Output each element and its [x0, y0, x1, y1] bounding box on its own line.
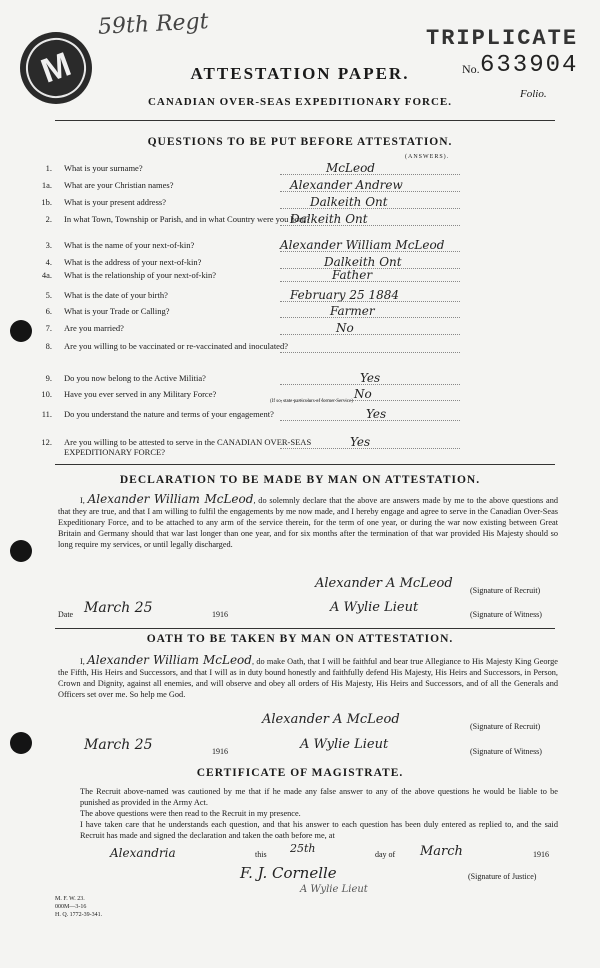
oath-body: , do make Oath, that I will be faithful and bear true Allegiance to His Majesty King George the Fifth, His Heirs and Successors, and that I will as in duty bound honestly and faithfully defend His Majesty, His Heirs and Successors, in Person, Crown and Dignity, against all enemies, and will observe and obey all orders of His Majesty, His Heirs and Successors, and of all the Generals and Officers set over me. So help me God. [58, 657, 558, 699]
answer-text: Alexander William McLeod [280, 238, 445, 252]
regimental-number: 633904 [480, 52, 579, 79]
answer-text: Alexander Andrew [290, 178, 403, 192]
answer-text: No [336, 321, 354, 335]
magistrate-para1: The Recruit above-named was cautioned by me that if he made any false answer to any of the above questions he would be liable to be punished as provided in the Army Act. [80, 787, 558, 807]
declaration-year: 1916 [212, 610, 228, 619]
oath-recruit-signature: Alexander A McLeod [262, 712, 400, 727]
declarant-name: Alexander William McLeod [87, 492, 254, 506]
answer-line [280, 334, 460, 335]
question-text: Are you married? [64, 323, 124, 333]
punch-hole-middle [10, 540, 32, 562]
declaration-recruit-sig-label: (Signature of Recruit) [470, 586, 541, 595]
answer-text: Dalkeith Ont [290, 212, 368, 226]
declaration-opening: I, [80, 496, 85, 505]
answer-line [280, 208, 460, 209]
answers-label: (ANSWERS). [405, 154, 450, 160]
question-subnote: (If so, state particulars of former Service) [270, 399, 353, 404]
oath-witness-sig-label: (Signature of Witness) [470, 747, 542, 756]
declaration-body: , do solemnly declare that the above are answers made by me to the above questions and that they are true, and that I am willing to fulfil the engagements by me now made, and I hereby engage and agree to serve in the Canadian Over-Seas Expeditionary Force, and to be attached to any arm of the service therein, for the term of one year, or during the war now existing between Great Britain and Germany should that war last longer than one year, and for six months after the termination of that war provided His Majesty should so long require my services, or until legally discharged. [58, 496, 558, 549]
magistrate-place: Alexandria [110, 846, 176, 860]
answer-line [280, 400, 460, 401]
magistrate-heading: CERTIFICATE OF MAGISTRATE. [196, 767, 404, 779]
answer-line [280, 251, 460, 252]
question-number: 3. [45, 240, 52, 250]
declaration-date-label: Date [58, 610, 74, 619]
footer-code-2: 000M—3-16 [55, 904, 87, 910]
header-divider [55, 120, 555, 121]
answer-line [280, 174, 460, 175]
answer-line [280, 352, 460, 353]
answer-line [280, 281, 460, 282]
answer-text: Dalkeith Ont [310, 195, 388, 209]
declaration-heading: DECLARATION TO BE MADE BY MAN ON ATTESTATION. [119, 474, 481, 486]
question-number: 4. [45, 257, 52, 267]
magistrate-para3: I have taken care that he understands each question, and that his answer to each question has been duly entered as replied to, and the said Recruit has made and signed the declaration and taken the oath before me, at [80, 820, 558, 840]
answer-line [280, 225, 460, 226]
question-text: Have you ever served in any Military Force? [64, 389, 217, 399]
oath-date: March 25 [84, 737, 153, 753]
magistrate-day: 25th [290, 842, 316, 855]
answer-line [280, 420, 460, 421]
declaration-witness-sig-label: (Signature of Witness) [470, 610, 542, 619]
question-number: 5. [45, 290, 52, 300]
oath-witness-signature: A Wylie Lieut [300, 737, 389, 752]
footer-code-1: M. F. W. 23. [55, 896, 85, 902]
footer-code-3: H. Q. 1772-39-341. [55, 912, 103, 918]
oath-divider [55, 628, 555, 629]
question-text: Do you now belong to the Active Militia? [64, 373, 206, 383]
question-text: What are your Christian names? [64, 180, 174, 190]
declaration-date: March 25 [84, 600, 153, 616]
declaration-witness-signature: A Wylie Lieut [330, 600, 419, 615]
declaration-recruit-signature: Alexander A McLeod [315, 576, 453, 591]
question-text: What is the address of your next-of-kin? [64, 257, 202, 267]
question-text: What is the date of your birth? [64, 290, 168, 300]
question-text: What is the relationship of your next-of-kin? [64, 270, 217, 280]
punch-hole-bottom [10, 732, 32, 754]
answer-text: Father [332, 268, 373, 282]
answer-text: Yes [360, 371, 381, 385]
oath-name: Alexander William McLeod [87, 653, 252, 667]
question-number: 8. [45, 341, 52, 351]
answer-text: Farmer [330, 304, 375, 318]
magistrate-this-label: this [255, 850, 267, 859]
question-number: 7. [45, 323, 52, 333]
answer-line [280, 448, 460, 449]
answer-text: McLeod [326, 161, 375, 175]
answer-text: February 25 1884 [290, 288, 400, 302]
oath-year: 1916 [212, 747, 228, 756]
number-label: No. [462, 62, 480, 76]
answer-line [280, 384, 460, 385]
oath-recruit-sig-label: (Signature of Recruit) [470, 722, 541, 731]
question-text: What is your present address? [64, 197, 166, 207]
question-text: In what Town, Township or Parish, and in what Country were you born? [64, 214, 310, 224]
regiment-note: 59th Regt [97, 9, 210, 40]
question-text: What is the name of your next-of-kin? [64, 240, 195, 250]
answer-line [280, 191, 460, 192]
page-title: ATTESTATION PAPER. [190, 64, 410, 83]
answer-text: Dalkeith Ont [324, 255, 402, 269]
magistrate-para2: The above questions were then read to the Recruit in my presence. [80, 809, 301, 818]
folio-label: Folio. [520, 88, 547, 100]
questions-heading: QUESTIONS TO BE PUT BEFORE ATTESTATION. [147, 136, 453, 148]
justice-sig-label: (Signature of Justice) [468, 872, 537, 881]
answer-text: Yes [350, 435, 371, 449]
question-text: What is your surname? [64, 163, 143, 173]
question-number: 1a. [41, 180, 52, 190]
magistrate-month: March [420, 844, 463, 859]
question-text: Are you willing to be vaccinated or re-vaccinated and inoculated? [64, 341, 288, 351]
question-number: 6. [45, 306, 52, 316]
oath-heading: OATH TO BE TAKEN BY MAN ON ATTESTATION. [146, 633, 454, 645]
oath-opening: I, [80, 657, 85, 666]
question-number: 11. [41, 409, 52, 419]
answer-text: Yes [366, 407, 387, 421]
magistrate-year: 1916 [533, 850, 549, 859]
magistrate-text [58, 786, 558, 841]
oath-text [58, 655, 558, 700]
answer-line [280, 317, 460, 318]
stamp-letter: M [18, 30, 95, 107]
question-text: What is your Trade or Calling? [64, 306, 170, 316]
question-number: 9. [45, 373, 52, 383]
question-number: 2. [45, 214, 52, 224]
magistrate-day-of-label: day of [375, 850, 396, 859]
page-subtitle: CANADIAN OVER-SEAS EXPEDITIONARY FORCE. [147, 96, 453, 108]
answer-text: No [354, 387, 372, 401]
declaration-text [58, 494, 558, 550]
question-number: 1. [45, 163, 52, 173]
answer-line [280, 301, 460, 302]
question-number: 10. [41, 389, 52, 399]
punch-hole-top [10, 320, 32, 342]
question-text: Are you willing to be attested to serve in the CANADIAN OVER-SEAS EXPEDITIONARY FORCE? [64, 437, 312, 457]
justice-signature: F. J. Cornelle [240, 864, 337, 882]
question-number: 1b. [41, 197, 52, 207]
question-number: 12. [41, 437, 52, 447]
question-number: 4a. [41, 270, 52, 280]
question-text: Do you understand the nature and terms of your engagement? [64, 409, 274, 419]
declaration-divider [55, 464, 555, 465]
copy-label: TRIPLICATE [426, 26, 579, 51]
extra-signature: A Wylie Lieut [300, 884, 368, 895]
